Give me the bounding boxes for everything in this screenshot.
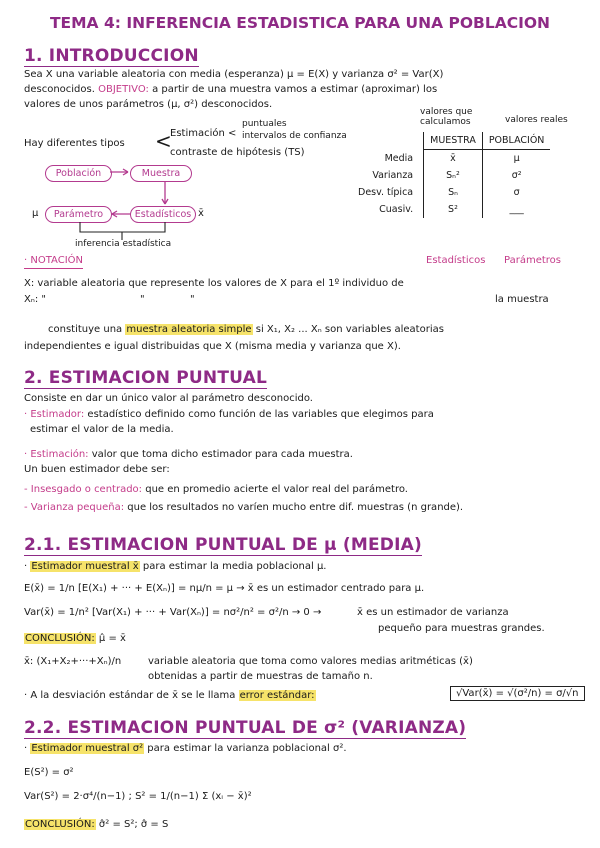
cell: μ: [482, 150, 550, 168]
s21-l1a: ·: [24, 561, 31, 572]
foot-estadisticos: Estadísticos: [426, 255, 486, 266]
tipos-label: Hay diferentes tipos: [24, 138, 125, 149]
row-label: Varianza: [372, 170, 414, 181]
tipo-estimacion: Estimación <: [170, 128, 237, 139]
insesgado-label: - Insesgado o centrado:: [24, 484, 143, 495]
page-title: TEMA 4: INFERENCIA ESTADISTICA PARA UNA POBLACION: [49, 14, 551, 32]
cell: ___: [482, 201, 550, 218]
not3-b: si X₁, X₂ ... Xₙ son variables aleatorias: [252, 324, 444, 335]
s22-l1a: ·: [24, 743, 31, 754]
not3-a: constituye una: [48, 324, 126, 335]
section-2-1-title: 2.1. ESTIMACION PUNTUAL DE μ (MEDIA): [24, 535, 422, 555]
mas-highlight: muestra aleatoria simple: [126, 324, 252, 335]
brace-icon: <: [155, 129, 172, 153]
parametro-pill: Parámetro: [45, 206, 112, 223]
stats-table: [352, 132, 550, 218]
s2-l7b: que los resultados no varíen mucho entre dif. muestras (n grande).: [124, 502, 464, 513]
table-head-right: valores reales: [505, 115, 568, 125]
s22-line-1: [24, 742, 347, 756]
s2-l6b: que en promedio acierte el valor real del parámetro.: [142, 484, 408, 495]
row-label: Cuasiv.: [379, 204, 414, 215]
cell: Sₙ²: [424, 167, 483, 184]
estimador-xbar-highlight: Estimador muestral x̄: [31, 561, 139, 572]
tipo-puntuales: puntuales: [242, 119, 287, 129]
s22-l1b: para estimar la varianza poblacional σ².: [144, 743, 347, 754]
notacion-line-2c: ": [190, 294, 195, 305]
row-label: Desv. típica: [358, 187, 414, 198]
notacion-label: · NOTACIÓN: [24, 254, 83, 269]
s21-line-3b: x̄ es un estimador de varianza: [357, 607, 509, 618]
s21-line-5b: variable aleatoria que toma como valores medias aritméticas (x̄): [148, 656, 473, 667]
intro-line-3: valores de unos parámetros (μ, σ²) desconocidos.: [24, 99, 273, 110]
th-poblacion: POBLACIÓN: [482, 132, 550, 150]
tipo-intervalos: intervalos de confianza: [242, 131, 347, 141]
s21-line-1: [24, 560, 327, 574]
s21-line-5a: x̄: (X₁+X₂+···+Xₙ)/n: [24, 656, 122, 667]
s2-line-4: [24, 448, 353, 462]
s21-line-5c: obtenidas a partir de muestras de tamaño n.: [148, 671, 373, 682]
intro-line-2a: desconocidos.: [24, 84, 99, 95]
s21-l1b: para estimar la media poblacional μ.: [139, 561, 327, 572]
notacion-line-2a: Xₙ: ": [24, 294, 46, 305]
th-muestra: MUESTRA: [424, 132, 483, 150]
estimador-label: · Estimador:: [24, 409, 85, 420]
cell: σ²: [482, 167, 550, 184]
s22-line-2: E(S²) = σ²: [24, 767, 74, 778]
notacion-line-2d: la muestra: [495, 294, 549, 305]
intro-line-2b: a partir de una muestra vamos a estimar (aproximar) los: [148, 84, 438, 95]
s21-conclusion: [24, 632, 126, 646]
s22-line-3: Var(S²) = 2·σ⁴/(n−1) ; S² = 1/(n−1) Σ (xᵢ − x̄)²: [24, 791, 252, 802]
inferencia-label: inferencia estadística: [75, 239, 172, 249]
foot-parametros: Parámetros: [504, 255, 561, 266]
estadisticos-pill: Estadísticos: [130, 206, 196, 223]
s2-line-1: Consiste en dar un único valor al parámetro desconocido.: [24, 393, 313, 404]
notacion-line-1: X: variable aleatoria que represente los valores de X para el 1º individuo de: [24, 278, 404, 289]
error-estandar-highlight: error estándar:: [239, 690, 315, 701]
conclusion-label-2: CONCLUSIÓN:: [25, 819, 95, 830]
muestra-pill: Muestra: [130, 165, 192, 182]
cell: σ: [482, 184, 550, 201]
s2-line-5: Un buen estimador debe ser:: [24, 464, 170, 475]
error-estandar-box: √Var(x̄) = √(σ²/n) = σ/√n: [450, 686, 585, 701]
intro-line-1: Sea X una variable aleatoria con media (esperanza) μ = E(X) y varianza σ² = Var(X): [24, 69, 444, 80]
conclusion-label: CONCLUSIÓN:: [25, 633, 95, 644]
s2-l2b: estadístico definido como función de las variables que elegimos para: [84, 409, 434, 420]
cell: x̄: [424, 150, 483, 168]
cell: S²: [424, 201, 483, 218]
s2-line-6: [24, 483, 408, 497]
s21-line-3: Var(x̄) = 1/n² [Var(X₁) + ··· + Var(Xₙ)] = nσ²/n² = σ²/n → 0 →: [24, 607, 322, 618]
notacion-line-3: [48, 323, 444, 337]
varianza-pequena-label: - Varianza pequeña:: [24, 502, 125, 513]
estimador-s2-highlight: Estimador muestral σ²: [31, 743, 144, 754]
s22-conclusion: [24, 818, 168, 832]
objetivo-label: OBJETIVO:: [98, 84, 149, 95]
xbar-symbol: x̄: [198, 208, 204, 219]
section-2-2-title: 2.2. ESTIMACION PUNTUAL DE σ² (VARIANZA): [24, 718, 467, 738]
s2-line-7: [24, 501, 463, 515]
s2-l4b: valor que toma dicho estimador para cada muestra.: [88, 449, 353, 460]
section-2-title: 2. ESTIMACION PUNTUAL: [24, 368, 268, 388]
section-1-title: 1. INTRODUCCION: [24, 46, 199, 66]
table-head-left: valores que calculamos: [420, 107, 473, 127]
notacion-line-2b: ": [140, 294, 145, 305]
s2-line-2: [24, 408, 434, 422]
s2-line-3: estimar el valor de la media.: [30, 424, 174, 435]
conclusion-value: μ̂ = x̄: [95, 633, 126, 644]
poblacion-pill: Población: [45, 165, 112, 182]
s21-l6a: · A la desviación estándar de x̄ se le llama: [24, 690, 239, 701]
estimacion-label: · Estimación:: [24, 449, 89, 460]
row-label: Media: [384, 152, 414, 164]
conclusion-value-2: σ̂² = S²; σ̂ = S: [95, 819, 169, 830]
s21-line-2: E(x̄) = 1/n [E(X₁) + ··· + E(Xₙ)] = nμ/n = μ → x̄ es un estimador centrado para μ.: [24, 583, 425, 594]
mu-symbol: μ: [32, 208, 39, 219]
tipo-contraste: contraste de hipótesis (TS): [170, 147, 305, 158]
intro-line-2: [24, 83, 437, 97]
notacion-line-4: independientes e igual distribuidas que X (misma media y varianza que X).: [24, 341, 401, 352]
cell: Sₙ: [424, 184, 483, 201]
s21-line-3c: pequeño para muestras grandes.: [378, 623, 545, 634]
s21-line-6: [24, 689, 316, 703]
